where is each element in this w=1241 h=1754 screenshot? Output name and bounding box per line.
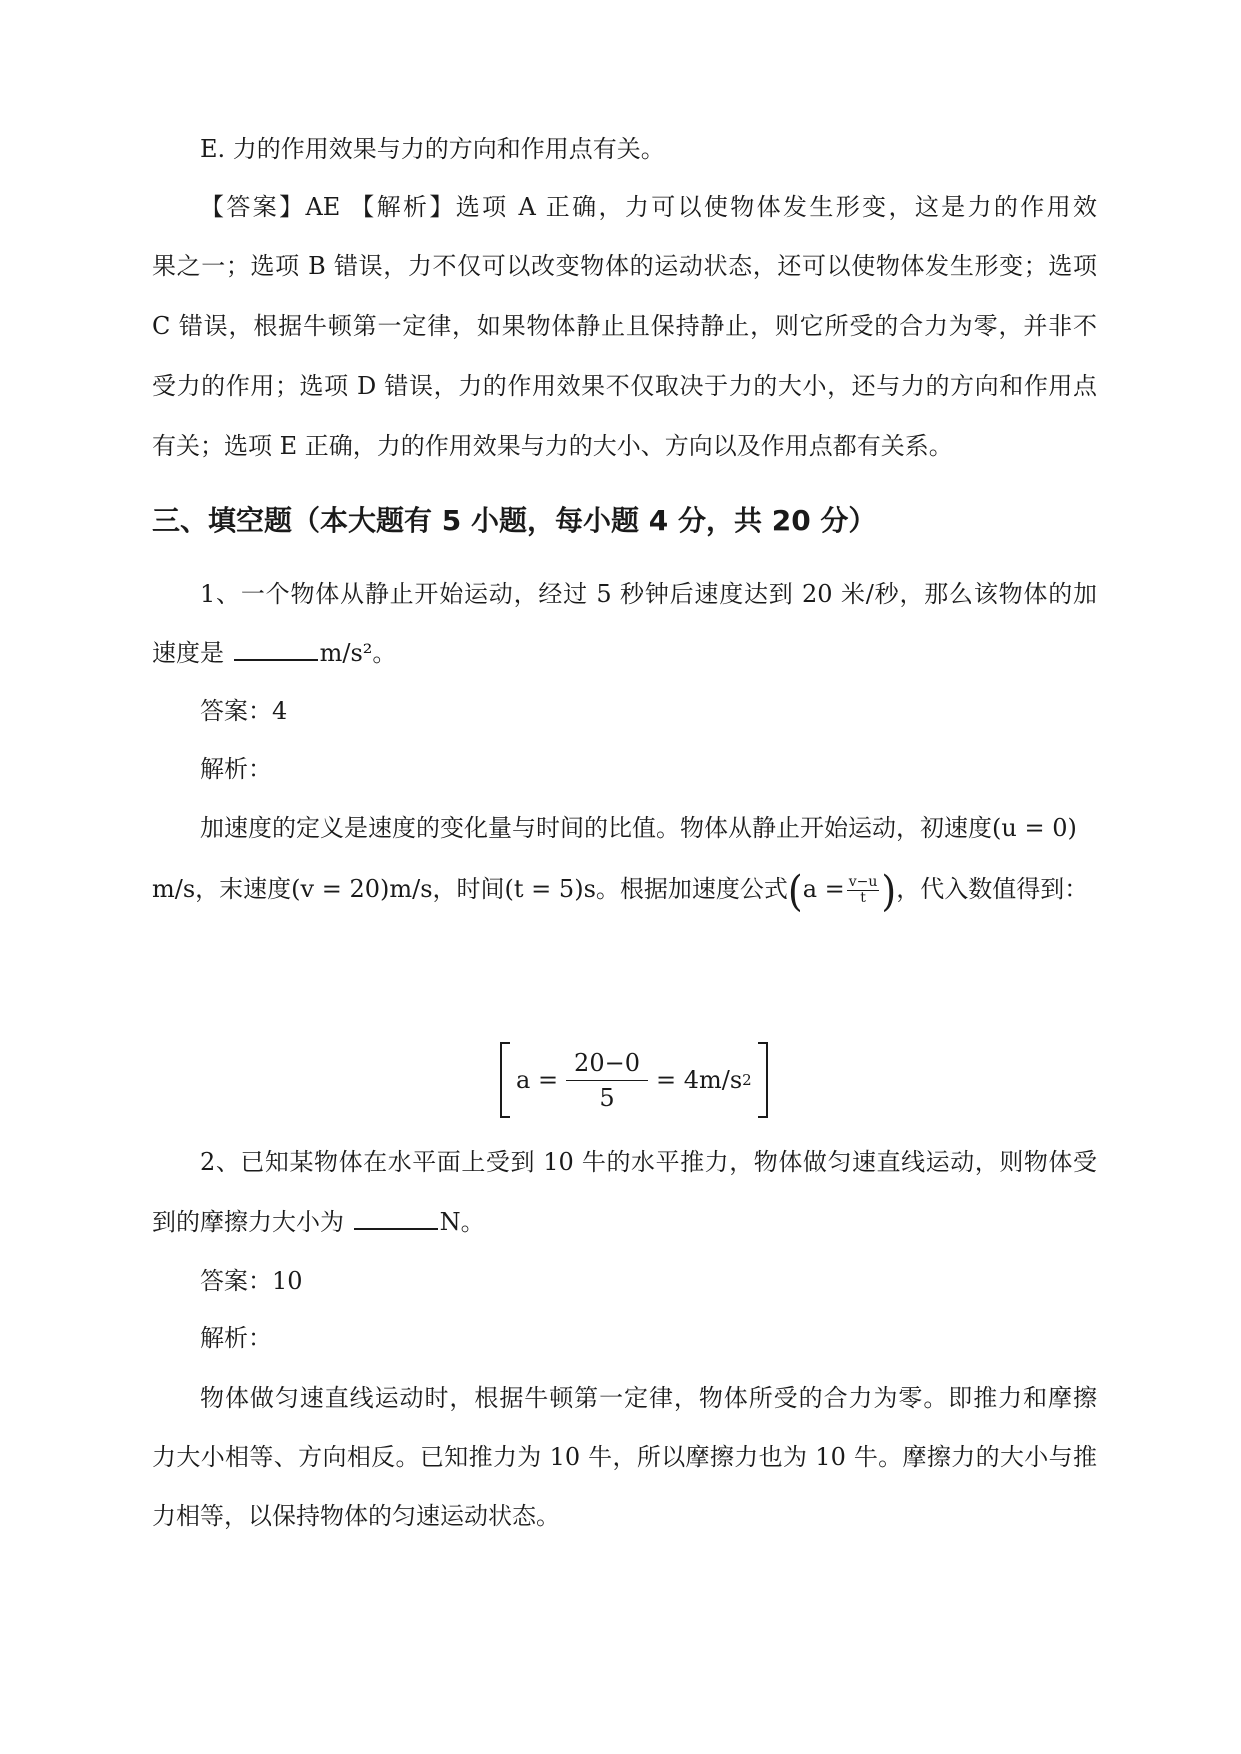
equation-left-bracket [500, 1042, 510, 1118]
analysis-line-3: C 错误，根据牛顿第一定律，如果物体静止且保持静止，则它所受的合力为零，并非不 [152, 312, 1097, 340]
formula-open-paren: ( [787, 866, 803, 915]
q2-text-line2 [152, 1206, 1097, 1238]
formula-denominator: t [860, 890, 866, 906]
q1-analysis-label: 解析： [200, 755, 272, 783]
q1-answer: 答案：4 [200, 697, 288, 725]
q1-exp2-b: m/s，时间 [389, 875, 505, 903]
q1-exp1-math: (u = 0) [992, 814, 1077, 842]
display-numerator: 20−0 [566, 1048, 648, 1081]
q1-exp2-a: m/s，末速度 [152, 875, 292, 903]
formula-numerator: v−u [848, 874, 878, 890]
q2-explanation-line3: 力相等，以保持物体的匀速运动状态。 [152, 1502, 560, 1530]
q1-exp2-d: ，代入数值得到： [896, 875, 1089, 903]
q1-prefix: 速度是 [152, 639, 224, 667]
q1-text-line1: 1、一个物体从静止开始运动，经过 5 秒钟后速度达到 20 米/秒，那么该物体的加 [200, 580, 1097, 608]
q1-explanation-line2 [152, 866, 1097, 915]
formula-close-paren: ) [881, 866, 897, 915]
display-denominator: 5 [599, 1083, 615, 1112]
display-equation [500, 1040, 768, 1120]
q2-text-line1: 2、已知某物体在水平面上受到 10 牛的水平推力，物体做匀速直线运动，则物体受 [200, 1148, 1097, 1176]
q2-prefix: 到的摩擦力大小为 [152, 1208, 344, 1236]
formula-fraction [847, 875, 880, 906]
q1-exp2-t: (t = 5) [504, 875, 584, 903]
analysis-line-2: 果之一；选项 B 错误，力不仅可以改变物体的运动状态，还可以使物体发生形变；选项 [152, 252, 1097, 280]
q1-text-line2 [152, 637, 1097, 669]
display-lhs: a = [516, 1066, 559, 1094]
formula-lhs: a = [802, 875, 845, 903]
q1-exp1-text: 加速度的定义是速度的变化量与时间的比值。物体从静止开始运动，初速度 [200, 814, 992, 842]
q2-unit: N。 [439, 1208, 485, 1236]
q1-exp2-c: s。根据加速度公式 [583, 875, 788, 903]
option-e: E. 力的作用效果与力的方向和作用点有关。 [200, 135, 665, 163]
q1-unit: m/s²。 [319, 639, 397, 667]
answer-line: 【答案】AE 【解析】选项 A 正确，力可以使物体发生形变，这是力的作用效 [200, 193, 1097, 221]
analysis-line-4: 受力的作用；选项 D 错误，力的作用效果不仅取决于力的大小，还与力的方向和作用点 [152, 372, 1097, 400]
display-rhs: = 4m/s [655, 1066, 743, 1094]
q1-explanation-line1 [200, 812, 1097, 844]
q2-explanation-line2: 力大小相等、方向相反。已知推力为 10 牛，所以摩擦力也为 10 牛。摩擦力的大小与推 [152, 1443, 1097, 1471]
q2-explanation-line1: 物体做匀速直线运动时，根据牛顿第一定律，物体所受的合力为零。即推力和摩擦 [200, 1384, 1097, 1412]
q2-answer-blank [354, 1206, 438, 1230]
q1-exp2-v: (v = 20) [291, 875, 390, 903]
q2-analysis-label: 解析： [200, 1324, 272, 1352]
analysis-line-5: 有关；选项 E 正确，力的作用效果与力的大小、方向以及作用点都有关系。 [152, 432, 953, 460]
display-fraction [566, 1048, 648, 1113]
q1-answer-blank [234, 637, 318, 661]
display-exponent: 2 [742, 1071, 752, 1089]
section-heading: 三、填空题（本大题有 5 小题，每小题 4 分，共 20 分） [152, 504, 877, 537]
equation-right-bracket [758, 1042, 768, 1118]
q2-answer: 答案：10 [200, 1267, 303, 1295]
